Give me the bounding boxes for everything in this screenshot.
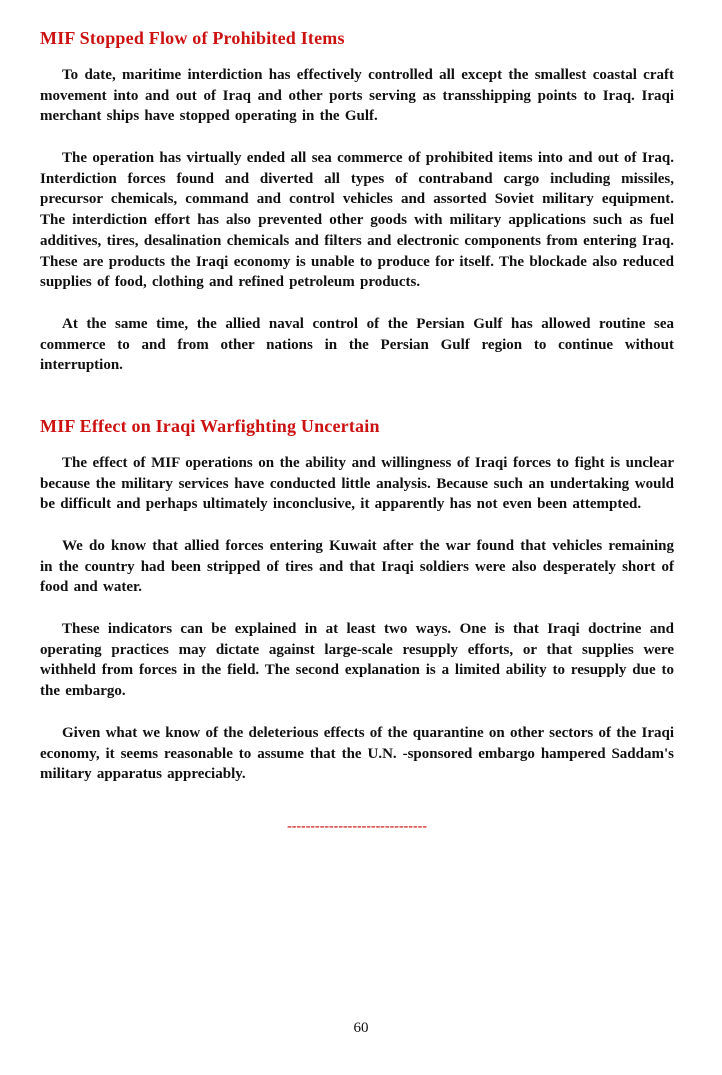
- paragraph: The effect of MIF operations on the ability and willingness of Iraqi forces to fight is unclear because the military services have conducted little analysis. Because such an undertaking would be difficult and perhaps ultimately inconclusive, it apparently has not even been attempted.: [40, 454, 674, 513]
- page-content: [40, 28, 674, 835]
- dashed-separator: ------------------------------: [287, 818, 427, 834]
- paragraph: We do know that allied forces entering Kuwait after the war found that vehicles remaining in the country had been stripped of tires and that Iraqi soldiers were also desperately short of food and water.: [40, 538, 674, 596]
- paragraph: The operation has virtually ended all sea commerce of prohibited items into and out of Iraq. Interdiction forces found and diverted all types of contraband cargo including missiles, precursor chemicals, command and control vehicles and assorted Soviet military equipment. The interdiction effort has also prevented other goods with military applications such as fuel additives, tires, desalination chemicals and filters and electronic components from entering Iraq. These are products the Iraqi economy is unable to produce for itself. The blockade also reduced supplies of food, clothing and refined petroleum products.: [40, 150, 674, 291]
- paragraph: To date, maritime interdiction has effectively controlled all except the smallest coastal craft movement into and out of Iraq and other ports serving as transshipping points to Iraq. Iraqi merchant ships have stopped operating in the Gulf.: [40, 67, 674, 125]
- section-heading-mif-stopped-flow: MIF Stopped Flow of Prohibited Items: [40, 28, 345, 48]
- section-mif-stopped-flow: [40, 28, 674, 376]
- section-mif-effect-uncertain: [40, 416, 674, 785]
- paragraph: These indicators can be explained in at least two ways. One is that Iraqi doctrine and operating practices may dictate against large-scale resupply efforts, or that supplies were withheld from forces in the field. The second explanation is a limited ability to resupply due to the embargo.: [40, 621, 674, 700]
- paragraph: At the same time, the allied naval control of the Persian Gulf has allowed routine sea commerce to and from other nations in the Persian Gulf region to continue without interruption.: [40, 315, 674, 374]
- section-heading-mif-effect-uncertain: MIF Effect on Iraqi Warfighting Uncertain: [40, 415, 380, 436]
- paragraph: Given what we know of the deleterious effects of the quarantine on other sectors of the Iraqi economy, it seems reasonable to assume that the U.N. -sponsored embargo hampered Saddam's military apparatus appreciably.: [40, 724, 674, 783]
- page-number: 60: [353, 1020, 369, 1036]
